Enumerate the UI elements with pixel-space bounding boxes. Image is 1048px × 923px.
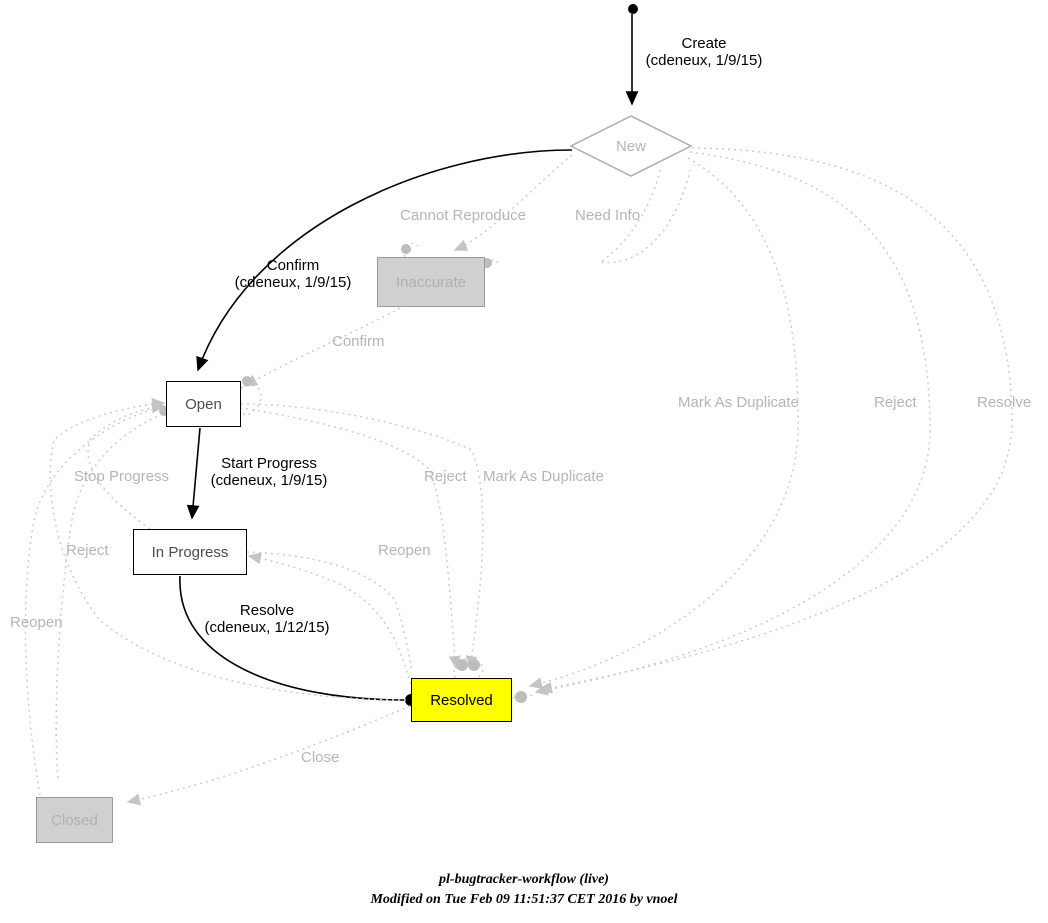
node-resolved-label: Resolved <box>430 691 493 709</box>
node-resolved[interactable] <box>411 678 512 722</box>
node-in-progress-label: In Progress <box>151 543 229 561</box>
edge-label-resolve-line1: Resolve <box>239 602 295 619</box>
edge-label-start-progress <box>196 455 342 489</box>
edge-label-reject-mid: Reject <box>424 468 467 485</box>
edge-label-reject-right: Reject <box>874 394 917 411</box>
node-closed-label: Closed <box>51 811 98 829</box>
edge-label-confirm-line2: (cdeneux, 1/9/15) <box>234 274 352 291</box>
edge-label-resolve-right: Resolve <box>977 394 1032 411</box>
node-closed[interactable] <box>36 797 113 843</box>
edge-label-create <box>634 35 774 69</box>
footer-modified: Modified on Tue Feb 09 11:51:37 CET 2016 by vnoel <box>370 892 678 907</box>
edge-label-resolve-line2: (cdeneux, 1/12/15) <box>204 619 330 636</box>
node-inaccurate-label: Inaccurate <box>395 273 467 291</box>
node-start-dot <box>628 4 638 14</box>
footer-title: pl-bugtracker-workflow (live) <box>439 872 609 887</box>
edge-label-start-progress-line1: Start Progress <box>221 455 317 472</box>
edge-label-create-line2: (cdeneux, 1/9/15) <box>645 52 763 69</box>
edge-label-resolve <box>191 602 343 636</box>
node-open[interactable] <box>166 381 241 427</box>
node-in-progress[interactable] <box>133 529 247 575</box>
edge-label-need-info: Need Info <box>575 207 641 224</box>
edge-label-reopen-mid: Reopen <box>378 542 431 559</box>
node-new[interactable] <box>570 115 692 177</box>
edge-label-start-progress-line2: (cdeneux, 1/9/15) <box>210 472 328 489</box>
node-new-label: New <box>615 137 646 155</box>
node-open-label: Open <box>185 395 222 413</box>
edge-label-confirm-line1: Confirm <box>266 257 320 274</box>
edge-label-stop-progress: Stop Progress <box>74 468 170 485</box>
edge-label-create-line1: Create <box>681 35 727 52</box>
edge-label-mark-as-duplicate-right: Mark As Duplicate <box>678 394 799 411</box>
node-inaccurate[interactable] <box>377 257 485 307</box>
edge-label-close: Close <box>301 749 340 766</box>
edge-resolve <box>180 576 417 706</box>
edge-label-cannot-reproduce: Cannot Reproduce <box>400 207 526 224</box>
edge-label-reopen-left: Reopen <box>10 614 63 631</box>
edge-label-confirm-faded: Confirm <box>332 333 385 350</box>
edge-label-reject-left: Reject <box>66 542 109 559</box>
edge-label-mark-as-duplicate-mid: Mark As Duplicate <box>483 468 604 485</box>
edge-label-confirm <box>222 257 364 291</box>
